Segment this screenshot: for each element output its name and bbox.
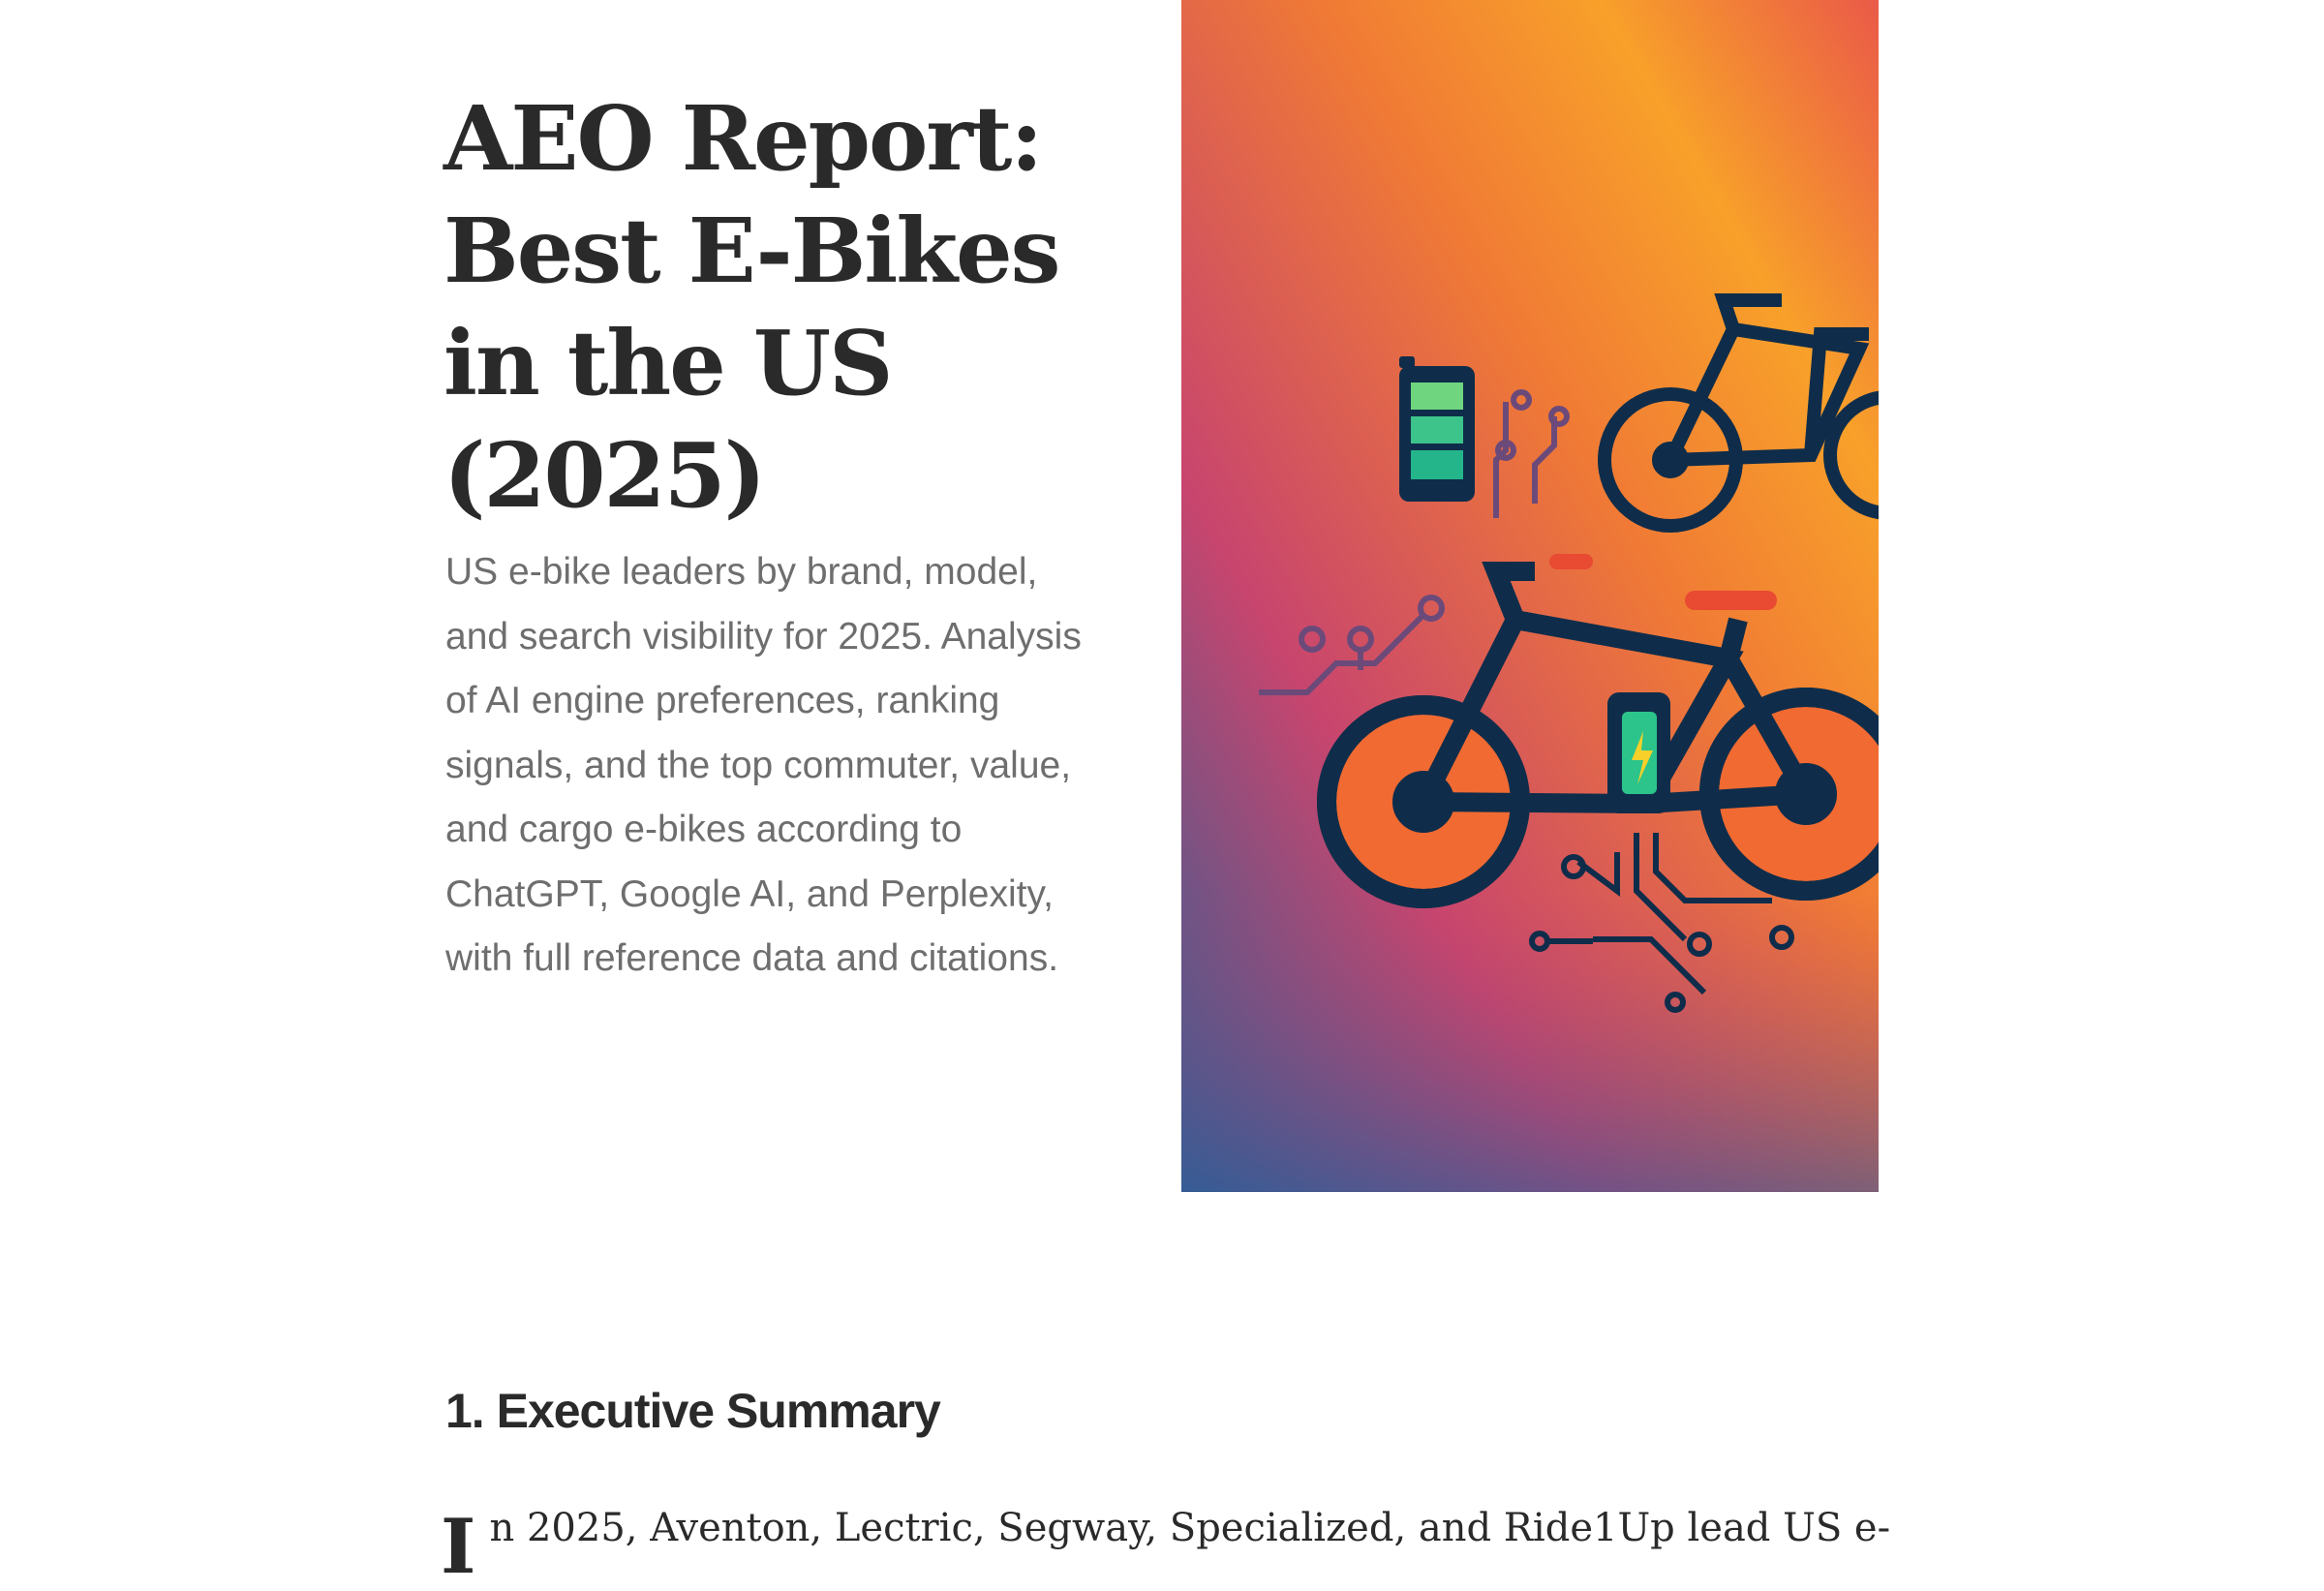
section-paragraph bbox=[441, 1499, 1891, 1591]
paragraph-text: n 2025, Aventon, Lectric, Segway, Specialized, and Ride1Up lead US e- bbox=[489, 1506, 1891, 1550]
battery-icon bbox=[1399, 356, 1475, 502]
page-title: AEO Report: Best E-Bikes in the US (2025) bbox=[443, 86, 1059, 528]
page-subtitle: US e-bike leaders by brand, model, and search visibility for 2025. Analysis of AI engine preferences, ranking signals, and the top commuter, value, and cargo e-bikes according to ChatGPT, Google AI, and Perplexity, with full reference data and citations. bbox=[445, 551, 1082, 979]
section-heading: 1. Executive Summary bbox=[445, 1384, 940, 1438]
hero-image bbox=[1181, 0, 1879, 1192]
drop-cap: I bbox=[441, 1503, 476, 1591]
